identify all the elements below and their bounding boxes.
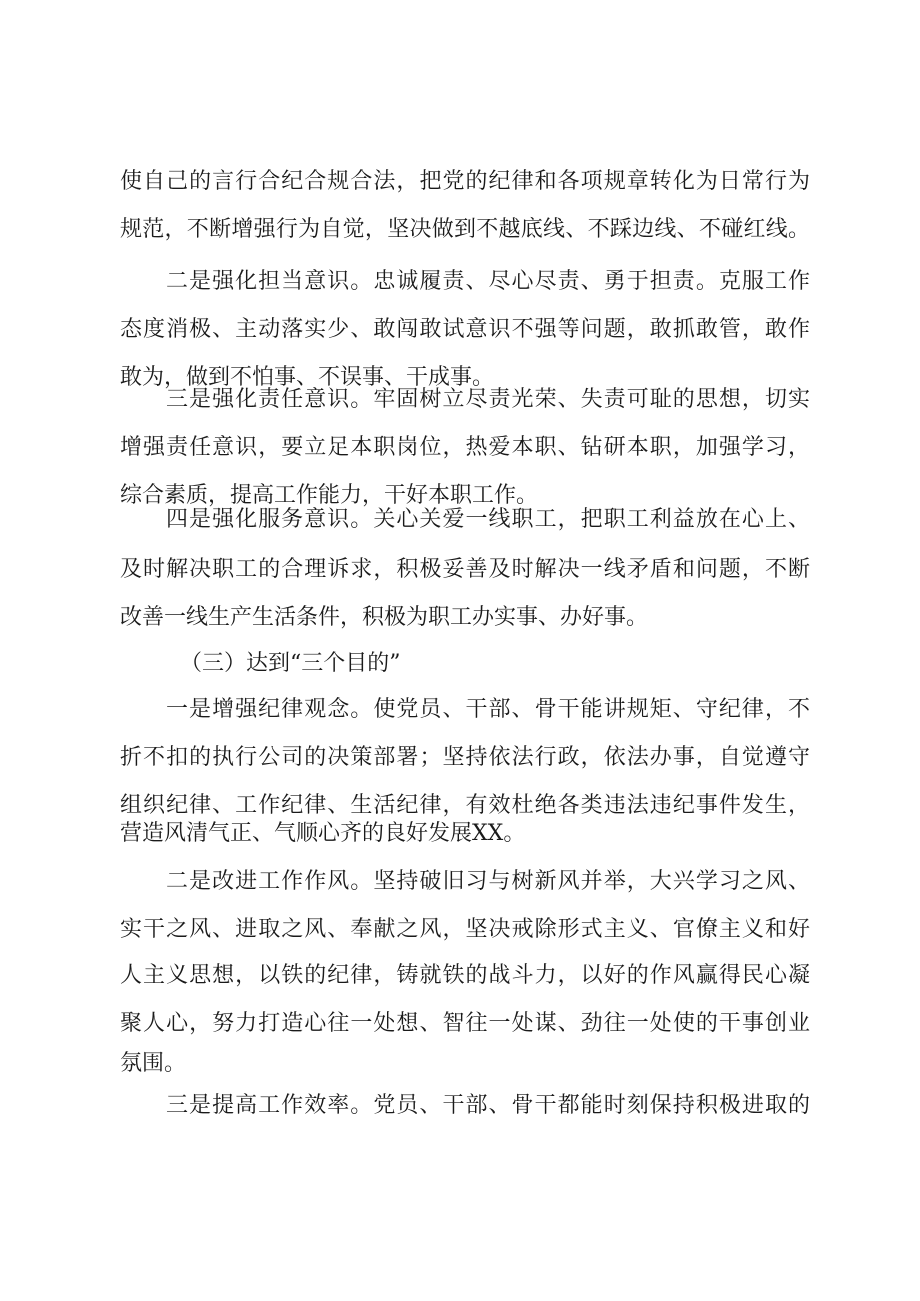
paragraph-start-line: 三是提高工作效率。党员、干部、骨干都能时刻保持积极进取的 — [166, 1093, 810, 1118]
paragraph-start-line: 二是强化担当意识。忠诚履责、尽心尽责、勇于担责。克服工作 — [166, 269, 810, 294]
section-heading: （三）达到“三个目的” — [180, 651, 401, 676]
paragraph-start-line: 一是增强纪律观念。使党员、干部、骨干能讲规矩、守纪律，不 — [166, 697, 810, 722]
text-line: 折不扣的执行公司的决策部署；坚持依法行政，依法办事，自觉遵守 — [120, 745, 810, 770]
text-line: 使自己的言行合纪合规合法，把党的纪律和各项规章转化为日常行为 — [120, 169, 810, 194]
text-line: 营造风清气正、气顺心齐的良好发展XX。 — [120, 821, 526, 846]
text-line: 敢为，做到不怕事、不误事、干成事。 — [120, 365, 495, 390]
text-line: 综合素质，提高工作能力，干好本职工作。 — [120, 483, 539, 508]
text-line: 改善一线生产生活条件，积极为职工办实事、办好事。 — [120, 605, 649, 630]
text-line: 及时解决职工的合理诉求，积极妥善及时解决一线矛盾和问题，不断 — [120, 557, 810, 582]
text-line: 实干之风、进取之风、奉献之风，坚决戒除形式主义、官僚主义和好 — [120, 917, 810, 942]
paragraph-start-line: 二是改进工作作风。坚持破旧习与树新风并举，大兴学习之风、 — [166, 869, 810, 894]
text-line: 聚人心，努力打造心往一处想、智往一处谋、劲往一处使的干事创业 — [120, 1011, 810, 1036]
text-line: 人主义思想，以铁的纪律，铸就铁的战斗力，以好的作风赢得民心凝 — [120, 963, 810, 988]
text-line: 态度消极、主动落实少、敢闯敢试意识不强等问题，敢抓敢管，敢作 — [120, 317, 810, 342]
text-line: 组织纪律、工作纪律、生活纪律，有效杜绝各类违法违纪事件发生， — [120, 793, 810, 818]
paragraph-start-line: 四是强化服务意识。关心关爱一线职工，把职工利益放在心上、 — [166, 507, 810, 532]
paragraph-start-line: 三是强化责任意识。牢固树立尽责光荣、失责可耻的思想，切实 — [166, 387, 810, 412]
text-line: 氛围。 — [120, 1051, 187, 1076]
text-line: 增强责任意识，要立足本职岗位，热爱本职、钻研本职，加强学习， — [120, 435, 810, 460]
text-line: 规范，不断增强行为自觉，坚决做到不越底线、不踩边线、不碰红线。 — [120, 217, 810, 242]
